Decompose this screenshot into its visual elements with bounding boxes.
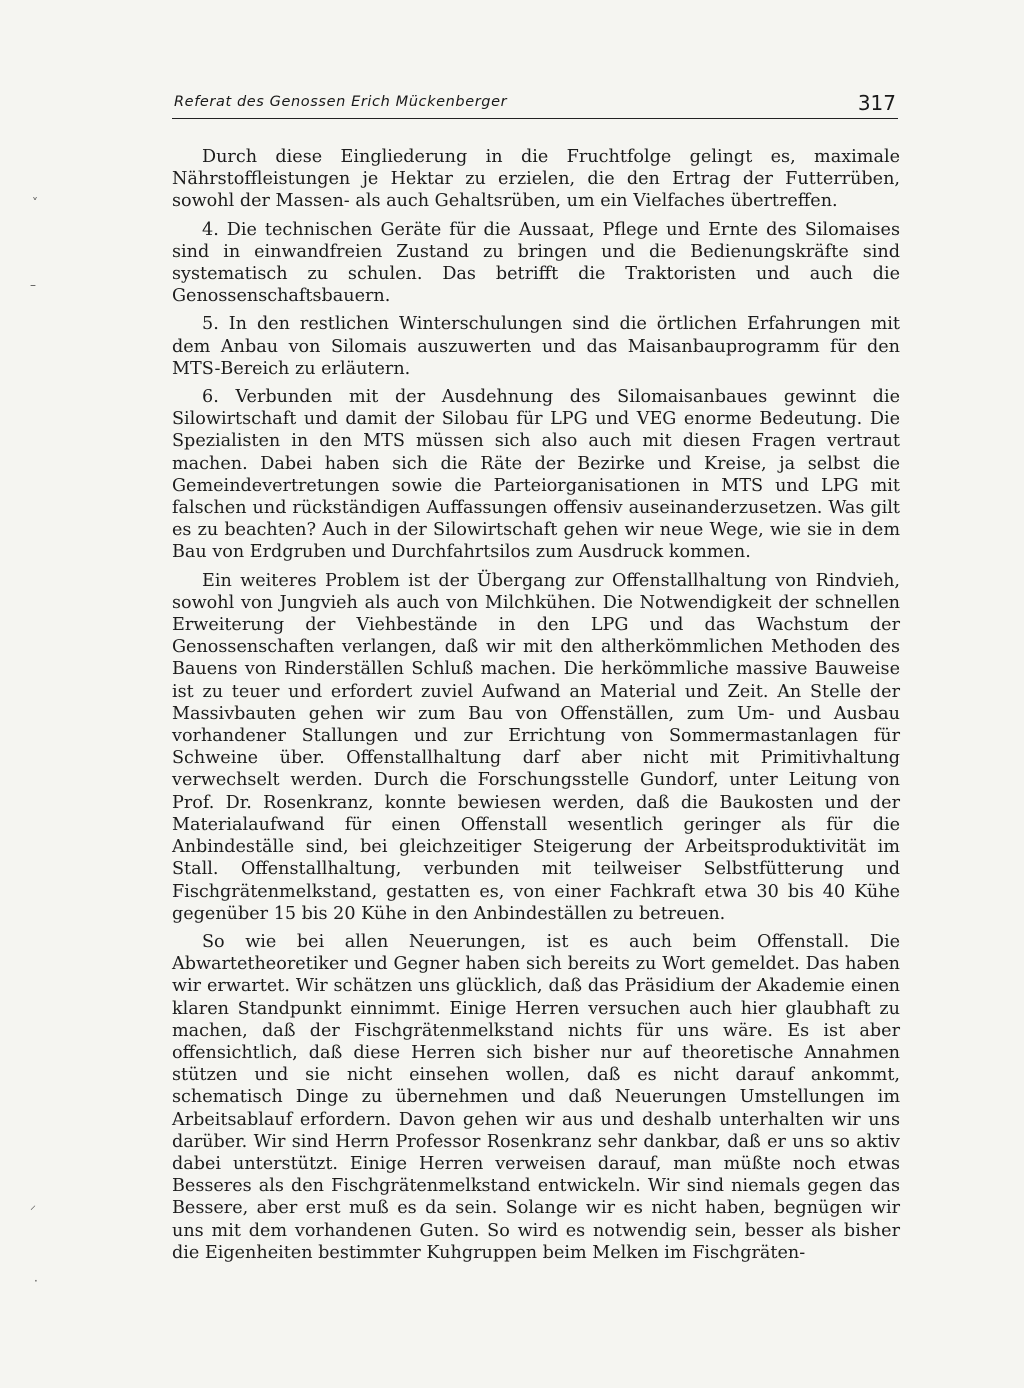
- paragraph: 5. In den restlichen Winterschulungen sind die örtlichen Erfahrungen mit dem Anbau von Silomais auszuwerten und das Maisanbauprogramm für den MTS-Bereich zu erläutern.: [172, 314, 900, 379]
- page-number: 317: [857, 91, 896, 115]
- paragraph: 6. Verbunden mit der Ausdehnung des Silomaisanbaues gewinnt die Silowirtschaft und damit der Silobau für LPG und VEG enorme Bedeutung. Die Spezialisten in den MTS müssen sich also auch mit diesen Fragen vertraut machen. Dabei haben sich die Räte der Bezirke und Kreise, ja selbst die Gemeindevertretungen sowie die Parteiorganisationen in MTS und LPG mit falschen und rückständigen Auffassungen offensiv auseinanderzusetzen. Was gilt es zu beachten? Auch in der Silowirtschaft gehen wir neue Wege, wie sie in dem Bau von Erdgruben und Durchfahrtsilos zum Ausdruck kommen.: [172, 387, 900, 563]
- paragraph: 4. Die technischen Geräte für die Aussaat, Pflege und Ernte des Silomaises sind in einwandfreien Zustand zu bringen und die Bedienungskräfte sind systematisch zu schulen. Das betrifft die Traktoristen und auch die Genossenschaftsbauern.: [172, 219, 900, 307]
- scan-speck-mark: ˅: [32, 196, 38, 210]
- scan-speck-mark: ·: [34, 1274, 38, 1288]
- scan-speck-mark: –: [30, 278, 36, 292]
- header-title: Referat des Genossen Erich Mückenberger: [174, 94, 508, 110]
- paragraph: So wie bei allen Neuerungen, ist es auch beim Offenstall. Die Abwartetheoretiker und Gegner haben sich bereits zu Wort gemeldet. Das haben wir erwartet. Wir schätzen uns glücklich, daß das Präsidium der Akademie einen klaren Standpunkt einnimmt. Einige Herren versuchen auch hier glaubhaft zu machen, daß der Fischgrätenmelkstand nichts für uns wäre. Es ist aber offensichtlich, daß diese Herren sich bisher nur auf theoretische Annahmen stützen und sie nicht einsehen wollen, daß es nicht darauf ankommt, schematisch Dinge zu übernehmen und daß Neuerungen Umstellungen im Arbeitsablauf erfordern. Davon gehen wir aus und deshalb unterhalten wir uns darüber. Wir sind Herrn Professor Rosenkranz sehr dankbar, daß er uns so aktiv dabei unterstützt. Einige Herren verweisen darauf, man müßte noch etwas Besseres als den Fischgrätenmelkstand entwickeln. Wir sind niemals gegen das Bessere, aber erst muß es da sein. Solange wir es nicht haben, begnügen wir uns mit dem vorhandenen Guten. So wird es notwendig sein, besser als bisher die Eigenheiten bestimmter Kuhgruppen beim Melken im Fischgräten-: [172, 931, 900, 1263]
- running-header: [172, 92, 898, 119]
- paragraph: Ein weiteres Problem ist der Übergang zur Offenstallhaltung von Rindvieh, sowohl von Jungvieh als auch von Milchkühen. Die Notwendigkeit der schnellen Erweiterung der Viehbestände in den LPG und das Wachstum der Genossenschaften verlangen, daß wir mit den altherkömmlichen Methoden des Bauens von Rinderställen Schluß machen. Die herkömmliche massive Bauweise ist zu teuer und erfordert zuviel Aufwand an Material und Zeit. An Stelle der Massivbauten gehen wir zum Bau von Offenställen, zum Um- und Ausbau vorhandener Stallungen und zur Errichtung von Sommermastanlagen für Schweine über. Offenstallhaltung darf aber nicht mit Primitivhaltung verwechselt werden. Durch die Forschungsstelle Gundorf, unter Leitung von Prof. Dr. Rosenkranz, konnte bewiesen werden, daß die Baukosten und der Materialaufwand für einen Offenstall wesentlich geringer als für die Anbindeställe sind, bei gleichzeitiger Steigerung der Arbeitsproduktivität im Stall. Offenstallhaltung, verbunden mit teilweiser Selbstfütterung und Fischgrätenmelkstand, gestatten es, von einer Fachkraft etwa 30 bis 40 Kühe gegenüber 15 bis 20 Kühe in den Anbindeställen zu betreuen.: [172, 570, 900, 924]
- paragraph: Durch diese Eingliederung in die Fruchtfolge gelingt es, maximale Nährstoffleistungen je Hektar zu erzielen, die den Ertrag der Futterrüben, sowohl der Massen- als auch Gehaltsrüben, um ein Vielfaches übertreffen.: [172, 147, 900, 212]
- body-text: [172, 146, 900, 1270]
- scan-speck-mark: ⸝: [30, 1198, 37, 1212]
